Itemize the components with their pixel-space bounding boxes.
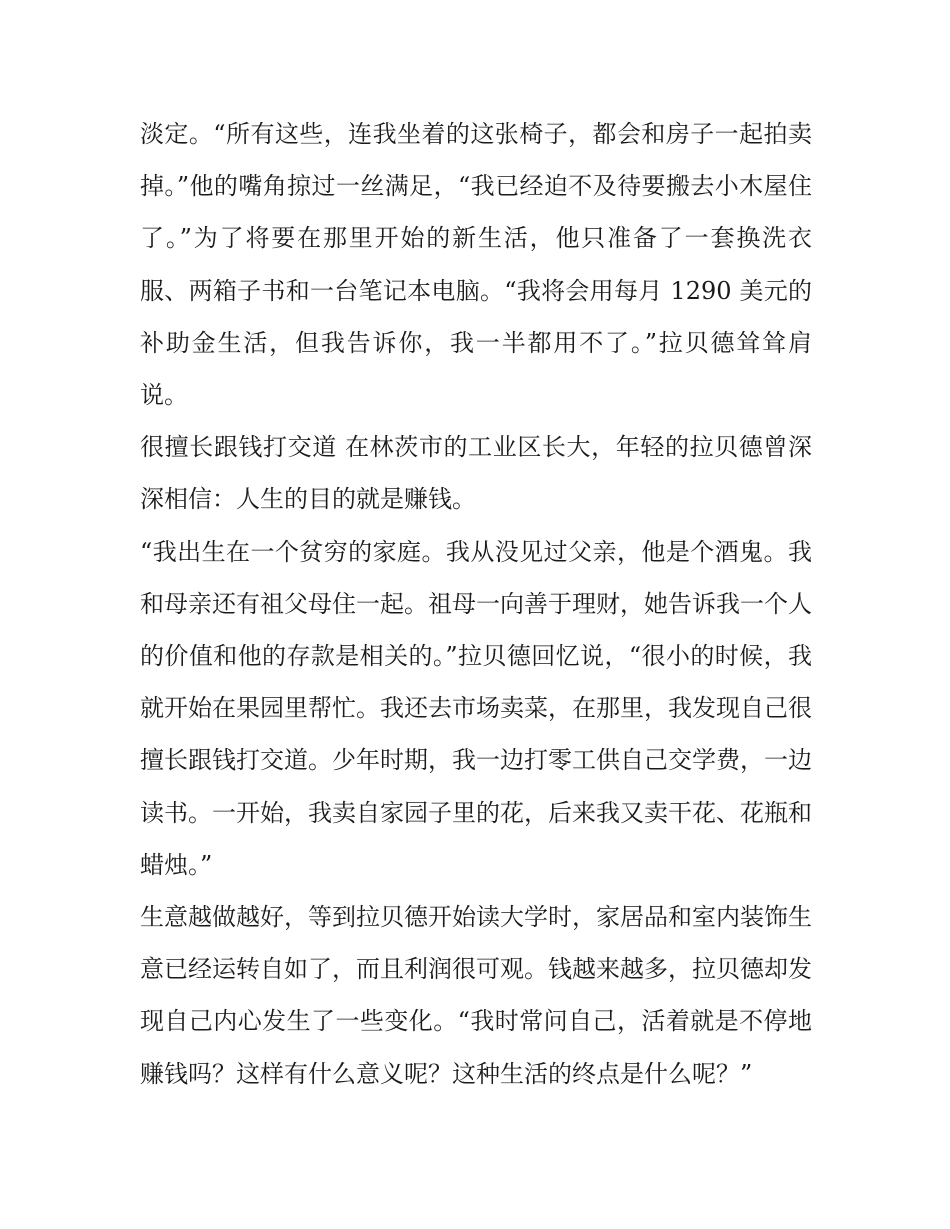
paragraph-2: 很擅长跟钱打交道 在林茨市的工业区长大，年轻的拉贝德曾深深相信：人生的目的就是赚钱。	[140, 433, 812, 514]
paragraph-4: 生意越做越好，等到拉贝德开始读大学时，家居品和室内装饰生意已经运转自如了，而且利润很可观。钱越来越多，拉贝德却发现自己内心发生了一些变化。“我时常问自己，活着就是不停地赚钱吗？这样有什么意义呢？这种生活的终点是什么呢？”	[140, 903, 812, 1088]
paragraph-3: “我出生在一个贫穷的家庭。我从没见过父亲，他是个酒鬼。我和母亲还有祖父母住一起。祖母一向善于理财，她告诉我一个人的价值和他的存款是相关的。”拉贝德回忆说，“很小的时候，我就开始在果园里帮忙。我还去市场卖菜，在那里，我发现自己很擅长跟钱打交道。少年时期，我一边打零工供自己交学费，一边读书。一开始，我卖自家园子里的花，后来我又卖干花、花瓶和蜡烛。”	[140, 537, 812, 879]
body-text	[140, 108, 812, 1100]
paragraph-1: 淡定。“所有这些，连我坐着的这张椅子，都会和房子一起拍卖掉。”他的嘴角掠过一丝满足，“我已经迫不及待要搬去小木屋住了。”为了将要在那里开始的新生活，他只准备了一套换洗衣服、两箱子书和一台笔记本电脑。“我将会用每月 1290 美元的补助金生活，但我告诉你，我一半都用不了。”拉贝德耸耸肩说。	[140, 120, 812, 410]
